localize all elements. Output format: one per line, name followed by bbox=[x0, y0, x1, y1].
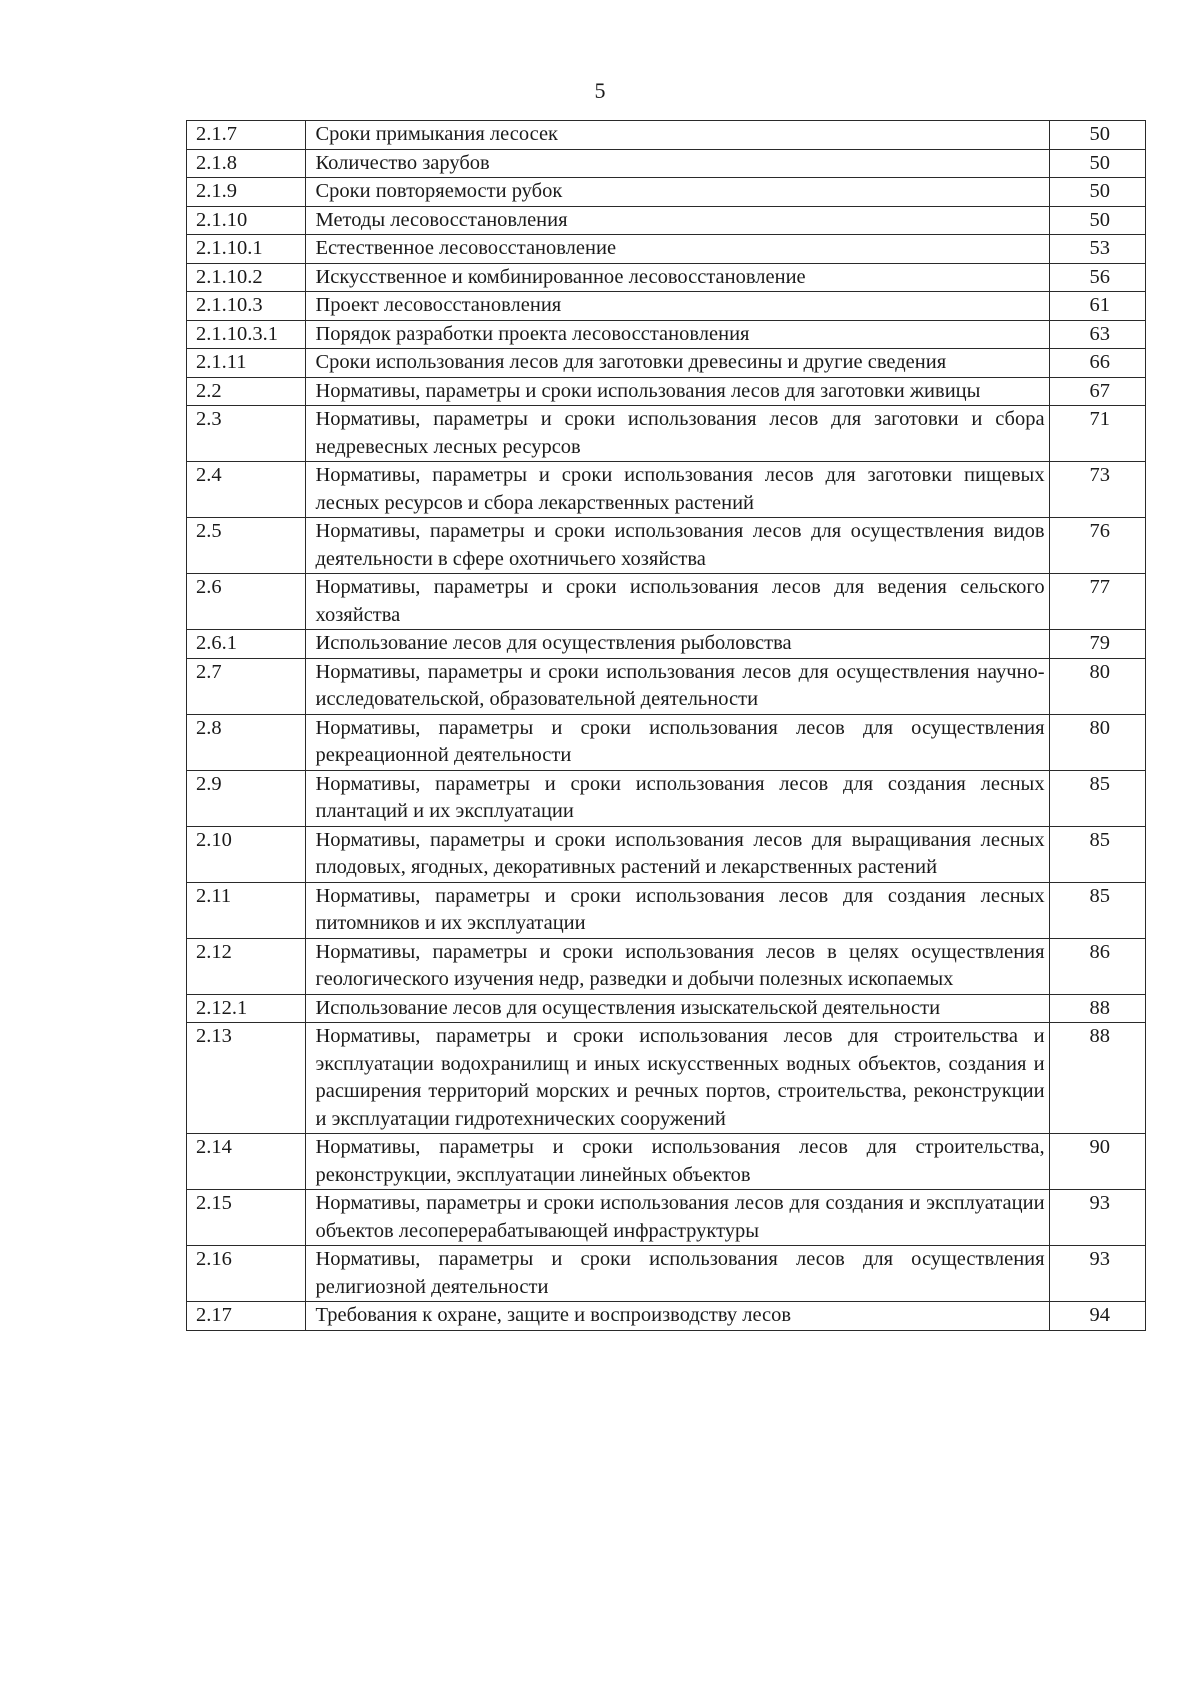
section-number: 2.5 bbox=[187, 518, 306, 574]
section-title: Методы лесовосстановления bbox=[306, 206, 1049, 235]
section-title: Нормативы, параметры и сроки использования лесов в целях осуществления геологического изучения недр, разведки и добычи полезных ископаемых bbox=[306, 938, 1049, 994]
section-title: Нормативы, параметры и сроки использования лесов для осуществления научно-исследовательской, образовательной деятельности bbox=[306, 658, 1049, 714]
table-row bbox=[187, 770, 1146, 826]
section-page: 61 bbox=[1049, 292, 1145, 321]
table-row bbox=[187, 349, 1146, 378]
section-title: Нормативы, параметры и сроки использования лесов для заготовки пищевых лесных ресурсов и сбора лекарственных растений bbox=[306, 462, 1049, 518]
section-number: 2.1.8 bbox=[187, 149, 306, 178]
table-row bbox=[187, 377, 1146, 406]
section-title: Проект лесовосстановления bbox=[306, 292, 1049, 321]
section-number: 2.12 bbox=[187, 938, 306, 994]
table-row bbox=[187, 630, 1146, 659]
section-title: Искусственное и комбинированное лесовосстановление bbox=[306, 263, 1049, 292]
section-title: Нормативы, параметры и сроки использования лесов для создания лесных плантаций и их эксплуатации bbox=[306, 770, 1049, 826]
table-row bbox=[187, 1246, 1146, 1302]
section-page: 73 bbox=[1049, 462, 1145, 518]
section-number: 2.17 bbox=[187, 1302, 306, 1331]
section-number: 2.2 bbox=[187, 377, 306, 406]
section-title: Нормативы, параметры и сроки использования лесов для заготовки и сбора недревесных лесных ресурсов bbox=[306, 406, 1049, 462]
section-title: Количество зарубов bbox=[306, 149, 1049, 178]
section-title: Естественное лесовосстановление bbox=[306, 235, 1049, 264]
section-title: Использование лесов для осуществления изыскательской деятельности bbox=[306, 994, 1049, 1023]
section-page: 71 bbox=[1049, 406, 1145, 462]
section-number: 2.11 bbox=[187, 882, 306, 938]
section-page: 85 bbox=[1049, 826, 1145, 882]
section-page: 94 bbox=[1049, 1302, 1145, 1331]
page-number: 5 bbox=[594, 78, 606, 103]
table-row bbox=[187, 406, 1146, 462]
section-page: 79 bbox=[1049, 630, 1145, 659]
table-row bbox=[187, 1190, 1146, 1246]
section-number: 2.3 bbox=[187, 406, 306, 462]
table-row bbox=[187, 994, 1146, 1023]
section-page: 86 bbox=[1049, 938, 1145, 994]
section-page: 85 bbox=[1049, 770, 1145, 826]
section-title: Нормативы, параметры и сроки использования лесов для создания и эксплуатации объектов лесоперерабатывающей инфраструктуры bbox=[306, 1190, 1049, 1246]
section-number: 2.16 bbox=[187, 1246, 306, 1302]
table-row bbox=[187, 320, 1146, 349]
section-title: Сроки использования лесов для заготовки древесины и другие сведения bbox=[306, 349, 1049, 378]
section-title: Нормативы, параметры и сроки использования лесов для ведения сельского хозяйства bbox=[306, 574, 1049, 630]
section-number: 2.14 bbox=[187, 1134, 306, 1190]
section-page: 53 bbox=[1049, 235, 1145, 264]
section-page: 90 bbox=[1049, 1134, 1145, 1190]
table-row bbox=[187, 1302, 1146, 1331]
section-page: 80 bbox=[1049, 658, 1145, 714]
section-page: 93 bbox=[1049, 1246, 1145, 1302]
section-page: 50 bbox=[1049, 178, 1145, 207]
section-number: 2.13 bbox=[187, 1023, 306, 1134]
section-title: Нормативы, параметры и сроки использования лесов для осуществления религиозной деятельности bbox=[306, 1246, 1049, 1302]
section-page: 88 bbox=[1049, 1023, 1145, 1134]
section-title: Нормативы, параметры и сроки использования лесов для осуществления видов деятельности в сфере охотничьего хозяйства bbox=[306, 518, 1049, 574]
section-title: Порядок разработки проекта лесовосстановления bbox=[306, 320, 1049, 349]
section-title: Требования к охране, защите и воспроизводству лесов bbox=[306, 1302, 1049, 1331]
section-title: Сроки повторяемости рубок bbox=[306, 178, 1049, 207]
section-title: Использование лесов для осуществления рыболовства bbox=[306, 630, 1049, 659]
table-row bbox=[187, 574, 1146, 630]
section-number: 2.1.10.2 bbox=[187, 263, 306, 292]
section-page: 80 bbox=[1049, 714, 1145, 770]
section-number: 2.1.11 bbox=[187, 349, 306, 378]
section-number: 2.1.10 bbox=[187, 206, 306, 235]
section-number: 2.10 bbox=[187, 826, 306, 882]
section-number: 2.4 bbox=[187, 462, 306, 518]
section-page: 50 bbox=[1049, 121, 1145, 150]
section-title: Нормативы, параметры и сроки использования лесов для выращивания лесных плодовых, ягодных, декоративных растений и лекарственных растений bbox=[306, 826, 1049, 882]
section-number: 2.8 bbox=[187, 714, 306, 770]
section-page: 50 bbox=[1049, 206, 1145, 235]
table-row bbox=[187, 178, 1146, 207]
section-page: 63 bbox=[1049, 320, 1145, 349]
table-row bbox=[187, 938, 1146, 994]
table-row bbox=[187, 658, 1146, 714]
table-row bbox=[187, 1023, 1146, 1134]
section-page: 66 bbox=[1049, 349, 1145, 378]
table-row bbox=[187, 518, 1146, 574]
section-number: 2.1.10.3.1 bbox=[187, 320, 306, 349]
table-row bbox=[187, 882, 1146, 938]
table-row bbox=[187, 826, 1146, 882]
section-number: 2.1.10.1 bbox=[187, 235, 306, 264]
section-page: 76 bbox=[1049, 518, 1145, 574]
section-number: 2.1.7 bbox=[187, 121, 306, 150]
table-row bbox=[187, 235, 1146, 264]
table-row bbox=[187, 462, 1146, 518]
section-number: 2.6.1 bbox=[187, 630, 306, 659]
section-title: Нормативы, параметры и сроки использования лесов для создания лесных питомников и их эксплуатации bbox=[306, 882, 1049, 938]
section-title: Нормативы, параметры и сроки использования лесов для заготовки живицы bbox=[306, 377, 1049, 406]
section-title: Нормативы, параметры и сроки использования лесов для строительства и эксплуатации водохранилищ и иных искусственных водных объектов, создания и расширения территорий морских и речных портов, строительства, реконструкции и эксплуатации гидротехнических сооружений bbox=[306, 1023, 1049, 1134]
table-row bbox=[187, 263, 1146, 292]
section-page: 85 bbox=[1049, 882, 1145, 938]
section-number: 2.6 bbox=[187, 574, 306, 630]
section-page: 93 bbox=[1049, 1190, 1145, 1246]
table-row bbox=[187, 292, 1146, 321]
section-number: 2.15 bbox=[187, 1190, 306, 1246]
section-page: 56 bbox=[1049, 263, 1145, 292]
section-title: Нормативы, параметры и сроки использования лесов для осуществления рекреационной деятельности bbox=[306, 714, 1049, 770]
section-number: 2.1.10.3 bbox=[187, 292, 306, 321]
section-number: 2.7 bbox=[187, 658, 306, 714]
section-title: Нормативы, параметры и сроки использования лесов для строительства, реконструкции, эксплуатации линейных объектов bbox=[306, 1134, 1049, 1190]
table-row bbox=[187, 1134, 1146, 1190]
section-page: 50 bbox=[1049, 149, 1145, 178]
section-number: 2.12.1 bbox=[187, 994, 306, 1023]
section-page: 67 bbox=[1049, 377, 1145, 406]
table-row bbox=[187, 149, 1146, 178]
section-page: 77 bbox=[1049, 574, 1145, 630]
toc-body bbox=[187, 121, 1146, 1331]
table-row bbox=[187, 121, 1146, 150]
section-page: 88 bbox=[1049, 994, 1145, 1023]
section-number: 2.1.9 bbox=[187, 178, 306, 207]
table-row bbox=[187, 206, 1146, 235]
table-of-contents bbox=[186, 120, 1146, 1331]
table-row bbox=[187, 714, 1146, 770]
section-title: Сроки примыкания лесосек bbox=[306, 121, 1049, 150]
section-number: 2.9 bbox=[187, 770, 306, 826]
